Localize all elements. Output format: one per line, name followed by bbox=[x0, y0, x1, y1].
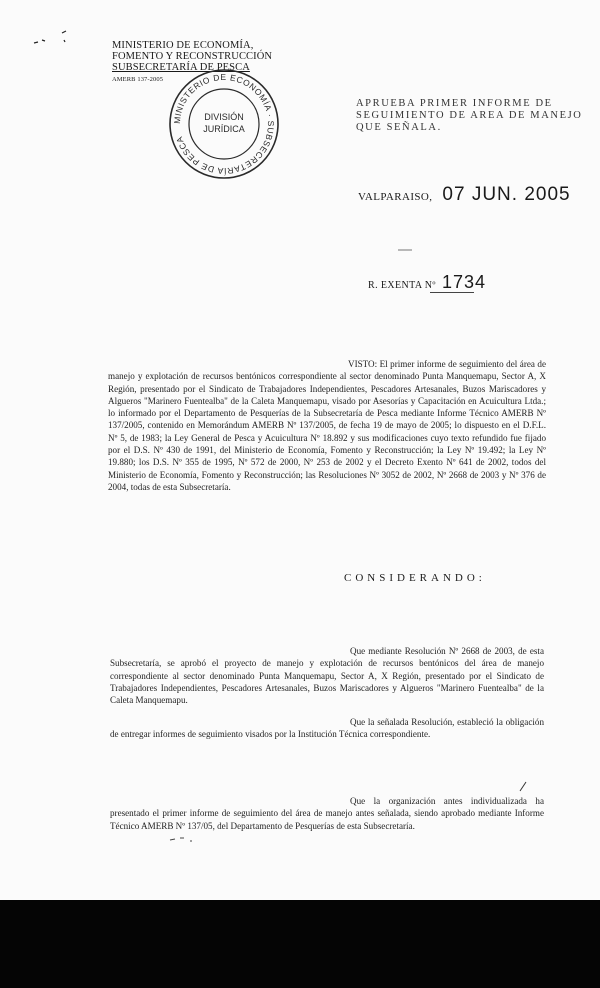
subject-line-2: SEGUIMIENTO DE AREA DE MANEJO bbox=[356, 110, 583, 121]
subject-block bbox=[356, 98, 583, 134]
considerando-3-body: presentado el primer informe de seguimiento del área de manejo antes señalada, siendo aprobado mediante Informe Técnico AMERB Nº 137/05, del Departamento de Pesquerías de esta Subsecretaría. bbox=[110, 808, 544, 831]
considerando-3-lead: Que la organización antes individualizada ha bbox=[350, 796, 544, 806]
considerando-paragraph-2 bbox=[110, 716, 544, 741]
considerando-paragraph-3 bbox=[110, 795, 544, 832]
considerando-2-lead: Que la señalada Resolución, estableció la bbox=[350, 717, 503, 727]
reference-code: AMERB 137-2005 bbox=[112, 76, 164, 83]
seal-inner-line-2: JURÍDICA bbox=[203, 124, 245, 134]
legal-division-seal bbox=[166, 66, 282, 182]
considerando-2-body: obligación de entregar informes de seguimiento visados por la Institución Técnica correspondiente. bbox=[110, 717, 544, 740]
resolution-value: 1734 bbox=[441, 272, 486, 292]
subject-line-1: APRUEBA PRIMER INFORME DE bbox=[356, 98, 553, 109]
resolution-number bbox=[368, 272, 486, 293]
resolution-underline bbox=[430, 292, 474, 293]
ministry-line-3: SUBSECRETARÍA DE PESCA bbox=[112, 62, 250, 73]
resolution-label: R. EXENTA Nº bbox=[368, 280, 436, 291]
date-line bbox=[358, 184, 571, 206]
considerando-heading: CONSIDERANDO: bbox=[344, 572, 486, 584]
considerando-1-body: de esta Subsecretaría, se aprobó el proyecto de manejo y explotación de recursos bentónicos del área de manejo correspondiente al sector denominado Punta Manquemapu, Sector A, X Región, presentado por el Sindicato de Trabajadores Independientes, Pescadores Artesanales, Buzos Mariscadores y Algueros "Marinero Fuentealba" de la Caleta Manquemapu. bbox=[110, 646, 544, 706]
date-stamp: 07 JUN. 2005 bbox=[442, 184, 571, 205]
scan-border bbox=[0, 900, 600, 988]
subject-line-3: QUE SEÑALA. bbox=[356, 122, 442, 133]
visto-body: área de manejo y explotación de recursos bentónicos correspondiente al sector denominado Punta Manquemapu, Sector A, X Región, presentado por el Sindicato de Trabajadores Independientes, Pescadores Artesanales, Buzos Mariscadores y Algueros "Marinero Fuentealba" de la Caleta Manquemapu, visado por Asesorías y Capacitación en Acuicultura Ltda.; lo informado por el Departamento de Pesquerías de la Subsecretaría de Pesca mediante Informe Técnico AMERB Nº 137/2005, contenido en Memorándum AMERB Nº 137/2005, de fecha 19 de mayo de 2005; lo dispuesto en el D.F.L. Nº 5, de 1983; la Ley General de Pesca y Acuicultura Nº 18.892 y sus modificaciones cuyo texto refundido fue fijado por el D.S. Nº 430 de 1991, del Ministerio de Economía, Fomento y Reconstrucción; la Ley Nº 19.492; la Ley Nº 19.880; los D.S. Nº 355 de 1995, Nº 572 de 2000, Nº 253 de 2002 y el Decreto Exento Nº 641 de 2002, todos del Ministerio de Economía, Fomento y Reconstrucción; las Resoluciones Nº 3052 de 2002, Nº 2668 de 2003 y Nº 376 de 2004, todas de esta Subsecretaría. bbox=[108, 359, 546, 492]
considerando-1-lead: Que mediante Resolución Nº 2668 de 2003, bbox=[350, 646, 515, 656]
visto-lead: VISTO: El primer informe de seguimiento del bbox=[348, 359, 518, 369]
considerando-paragraph-1 bbox=[110, 645, 544, 706]
city-label: VALPARAISO, bbox=[358, 191, 433, 203]
ministry-line-2: FOMENTO Y RECONSTRUCCIÓN bbox=[112, 51, 273, 62]
seal-inner-line-1: DIVISIÓN bbox=[204, 112, 244, 122]
seal-ring-text: MINISTERIO DE ECONOMÍA · SUBSECRETARÍA DE PESCA bbox=[171, 71, 277, 177]
visto-paragraph bbox=[108, 358, 546, 493]
ministry-line-1: MINISTERIO DE ECONOMÍA, bbox=[112, 40, 254, 51]
